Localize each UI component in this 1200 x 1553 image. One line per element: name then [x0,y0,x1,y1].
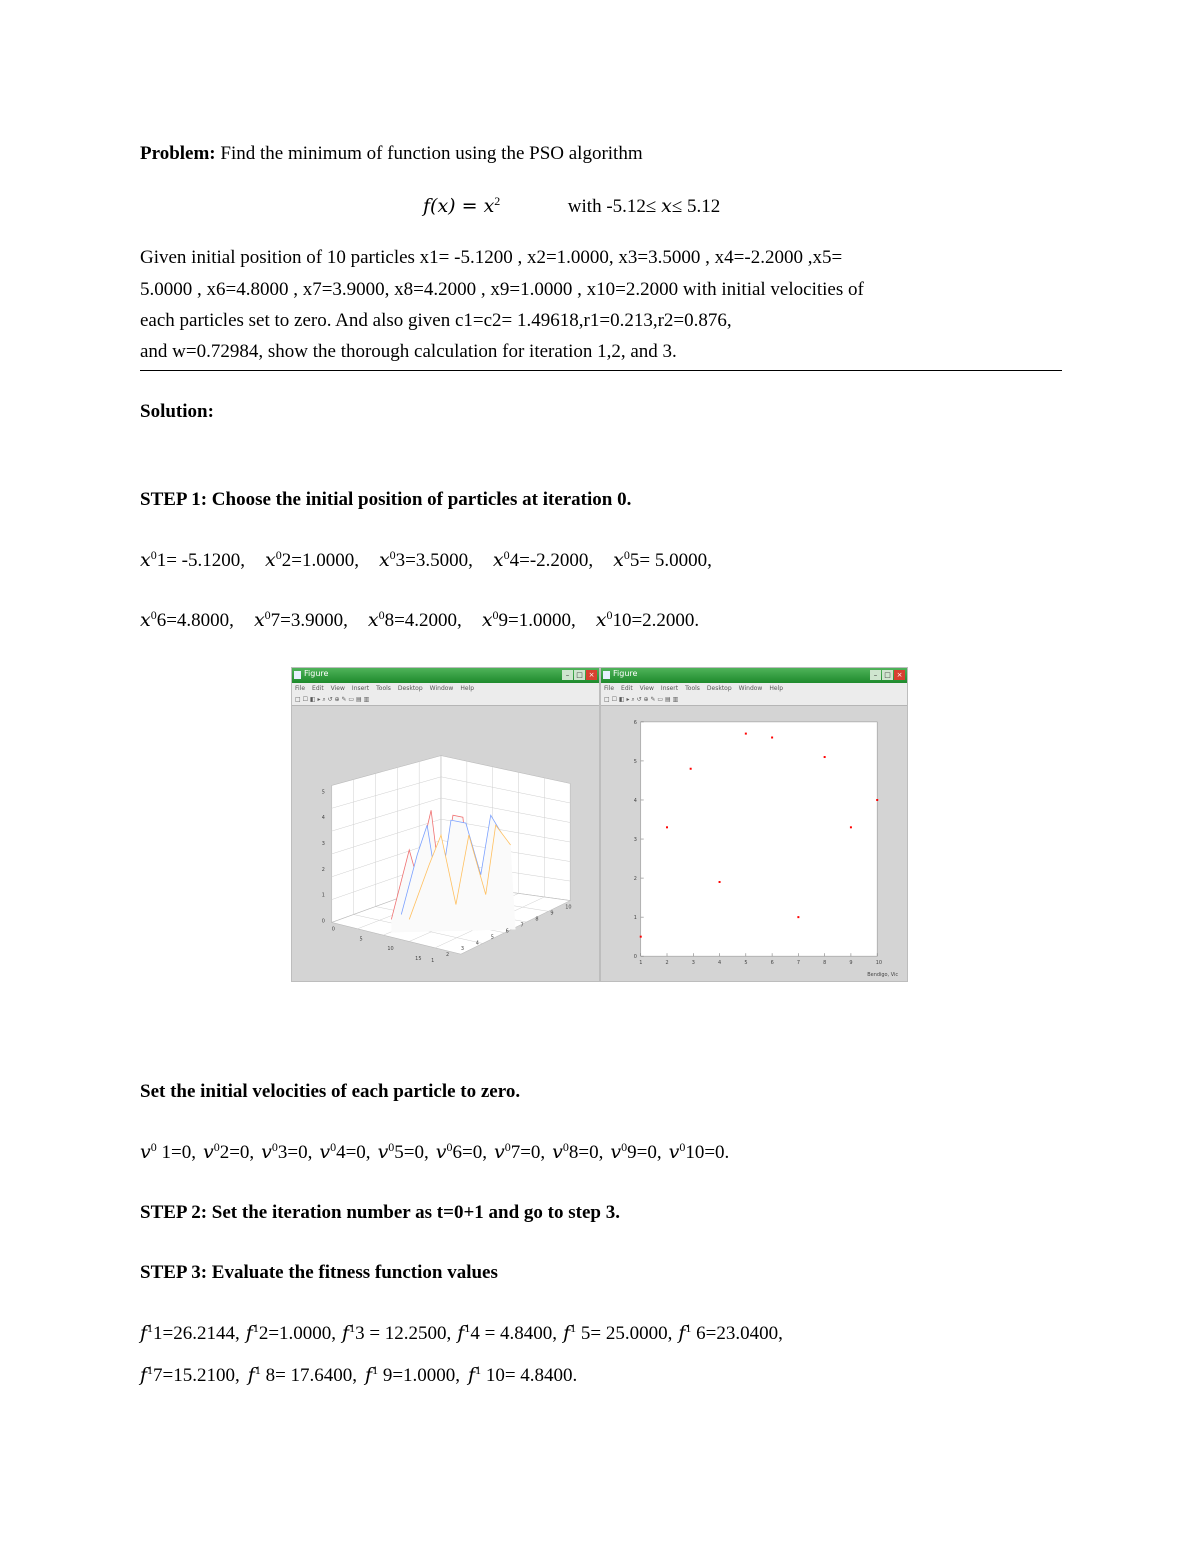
menu-item-edit[interactable]: Edit [312,685,324,692]
velocity-term-value: 8=0, [568,1142,604,1163]
step2-heading: STEP 2: Set the iteration number as t=0+1 and go to step 3. [140,1202,620,1223]
menu-item-insert[interactable]: Insert [660,685,679,692]
y-tick-label: 15 [415,956,422,963]
scatter-point [771,737,773,739]
step3-heading: STEP 3: Evaluate the fitness function values [140,1262,498,1283]
scatter-point [850,826,852,828]
position-term-symbol: x [140,609,151,631]
fitness-term [468,1365,577,1386]
x-tick-label: 8 [823,960,827,967]
fitness-term-superscript: 1 [464,1321,471,1335]
velocity-term-symbol: v [377,1141,389,1163]
z-tick-label: 4 [321,815,325,822]
position-term-value: 4=-2.2000, [509,550,594,571]
fitness-term [140,1323,240,1344]
velocity-term-superscript: 0 [271,1140,278,1154]
velocity-term [140,1142,196,1163]
velocity-term [203,1142,254,1163]
fitness-term [140,1365,240,1386]
position-term-value: 7=3.9000, [270,610,348,631]
position-term-symbol: x [367,609,379,631]
menu-item-tools[interactable]: Tools [376,685,391,692]
fitness-term-value: 10= 4.8400. [481,1365,578,1386]
given-line-1: Given initial position of 10 particles x1= -5.1200 , x2=1.0000, x3=3.5000 , x4=-2.2000 ,x5= [140,247,843,268]
position-term-symbol: x [265,549,276,571]
position-term-value: 1= -5.1200, [156,550,246,571]
position-term-value: 2=1.0000, [281,550,359,571]
position-term [368,610,462,631]
velocity-term-symbol: v [319,1141,331,1163]
menu-item-view[interactable]: View [330,685,345,692]
fitness-row1 [140,1322,789,1345]
given-line-2: 5.0000 , x6=4.8000 , x7=3.9000, x8=4.2000 , x9=1.0000 , x10=2.2000 with initial velocities of [140,279,864,300]
position-term-value: 3=3.5000, [395,550,473,571]
position-term [613,550,712,571]
velocity-term-superscript: 0 [562,1140,569,1154]
y-tick-label: 3 [633,837,637,844]
minimize-icon[interactable]: – [562,670,573,680]
scatter-point [797,916,799,918]
fitness-term-symbol: f [468,1364,476,1386]
position-term-symbol: x [253,609,265,631]
fitness-term-superscript: 1 [252,1321,259,1335]
position-term-value: 9=1.0000, [498,610,576,631]
velocity-term-symbol: v [202,1141,214,1163]
position-term-symbol: x [140,549,151,571]
scatter-point [824,756,826,758]
figure-toolbar[interactable]: □ ☐ ◧ ▸ ⌕ ↺ ⊕ ✎ ▭ ▤ ▥ [601,694,907,706]
position-term-symbol: x [595,609,607,631]
scatter-point [690,768,692,770]
function-lhs: f(x) = x [423,195,495,217]
x-tick-label: 4 [718,960,722,967]
velocity-term [436,1142,487,1163]
position-term [596,610,699,631]
scatter-plot-area [601,706,907,981]
y-tick-label: 0 [331,926,335,933]
fitness-term-value: 6=23.0400, [691,1323,783,1344]
position-term [140,550,245,571]
fitness-term-superscript: 1 [372,1363,379,1377]
fitness-term-value: 2=1.0000, [258,1323,337,1344]
fitness-term [563,1323,672,1344]
z-tick-label: 2 [321,866,325,873]
velocity-term-symbol: v [668,1141,680,1163]
range-var: x [661,195,672,217]
given-line-4: and w=0.72984, show the thorough calculation for iteration 1,2, and 3. [140,341,677,362]
scatter-point [876,799,878,801]
menu-item-file[interactable]: File [295,685,306,692]
figure-app-icon [294,671,301,679]
scatter-point [745,733,747,735]
x-tick-label: 5 [744,960,748,967]
menu-item-view[interactable]: View [639,685,654,692]
menu-item-edit[interactable]: Edit [621,685,633,692]
fitness-term-value: 1=26.2144, [153,1323,240,1344]
velocity-term-value: 9=0, [627,1142,662,1163]
velocity-term-superscript: 0 [446,1140,453,1154]
z-tick-label: 3 [321,840,325,847]
fitness-term-superscript: 1 [349,1321,356,1335]
velocity-term [669,1142,730,1163]
menu-item-file[interactable]: File [604,685,615,692]
fitness-term-superscript: 1 [570,1321,577,1335]
figure-title: Figure [613,669,638,678]
menu-item-insert[interactable]: Insert [351,685,370,692]
scatter-point [640,936,642,938]
given-line-3: each particles set to zero. And also given c1=c2= 1.49618,r1=0.213,r2=0.876, [140,310,732,331]
velocity-term-symbol: v [552,1141,563,1163]
velocity-term-value: 3=0, [277,1142,313,1163]
fitness-term-symbol: f [140,1322,148,1344]
velocities-row [140,1141,736,1164]
x-tick-label: 4 [475,940,479,947]
x-tick-label: 7 [520,922,524,929]
step1-heading: STEP 1: Choose the initial position of particles at iteration 0. [140,489,632,510]
menu-item-help[interactable]: Help [769,685,784,692]
y-tick-label: 5 [633,758,637,765]
x-tick-label: 10 [875,960,883,967]
position-term-superscript: 0 [378,608,385,622]
fitness-term-value: 9=1.0000, [378,1365,461,1386]
velocity-term [378,1142,429,1163]
fitness-term-value: 4 = 4.8400, [470,1323,558,1344]
function-line [423,195,720,218]
velocity-term [610,1142,661,1163]
fitness-term-symbol: f [563,1322,571,1344]
velocity-term-superscript: 0 [679,1140,686,1154]
velocity-term-symbol: v [435,1141,447,1163]
figure-titlebar [601,668,907,683]
z-tick-label: 1 [321,892,325,899]
velocity-term [494,1142,545,1163]
position-term-superscript: 0 [503,548,510,562]
divider-rule [140,370,1062,371]
velocity-term-superscript: 0 [213,1140,220,1154]
problem-label: Problem: [140,143,216,164]
y-tick-label: 0 [633,954,637,961]
position-term-superscript: 0 [150,608,157,622]
velocity-term [552,1142,603,1163]
x-tick-label: 10 [565,904,572,911]
fitness-term-value: 5= 25.0000, [576,1323,673,1344]
surface-figure-window [291,667,600,982]
fitness-term-symbol: f [245,1322,253,1344]
close-icon[interactable]: × [586,670,597,680]
position-term-value: 8=4.2000, [384,610,462,631]
position-term-superscript: 0 [623,548,630,562]
maximize-icon[interactable]: □ [882,670,893,680]
fitness-term-symbol: f [247,1364,255,1386]
velocity-term-symbol: v [610,1141,622,1163]
fitness-term [248,1365,357,1386]
x-tick-label: 2 [445,952,450,959]
position-term-symbol: x [378,549,390,571]
position-term [493,550,593,571]
range-prefix: with -5.12≤ [567,196,662,217]
scatter-point [719,881,721,883]
y-tick-label: 6 [633,719,637,726]
x-tick-label: 8 [535,916,539,923]
fitness-term-superscript: 1 [685,1321,692,1335]
fitness-term [365,1365,460,1386]
position-term-value: 6=4.8000, [156,610,234,631]
plot-background [641,722,877,956]
scatter-point [666,826,668,828]
scatter-figure-window [600,667,908,982]
menu-item-help[interactable]: Help [460,685,475,692]
y-tick-label: 1 [633,915,637,922]
fitness-term-value: 3 = 12.2500, [355,1323,452,1344]
position-term [265,550,359,571]
velocity-term-symbol: v [140,1141,151,1163]
velocity-term-value: 4=0, [336,1142,371,1163]
figure-menubar [292,683,599,694]
position-term-superscript: 0 [389,548,396,562]
fitness-term [246,1323,336,1344]
position-term-superscript: 0 [492,608,499,622]
fitness-term [678,1323,783,1344]
menu-item-desktop[interactable]: Desktop [706,685,732,692]
figure-menubar [601,683,907,694]
solution-label: Solution: [140,401,214,422]
fitness-term-symbol: f [678,1322,686,1344]
velocity-term-value: 2=0, [219,1142,255,1163]
velocity-term-superscript: 0 [330,1140,337,1154]
menu-item-window[interactable]: Window [738,685,763,692]
velocity-term [261,1142,312,1163]
position-term-superscript: 0 [264,608,271,622]
x-tick-label: 6 [770,960,774,967]
velocity-term-superscript: 0 [504,1140,511,1154]
x-tick-label: 1 [639,960,643,967]
position-term-superscript: 0 [150,548,157,562]
figure-app-icon [603,671,610,679]
footer-note: Bendigo, Vic [867,972,899,979]
y-tick-label: 4 [633,797,637,804]
position-term [482,610,576,631]
fitness-term [457,1323,557,1344]
fitness-term-superscript: 1 [147,1363,154,1377]
position-term-value: 10=2.2000. [612,610,700,631]
velocity-term-superscript: 0 [150,1140,157,1154]
fitness-term-superscript: 1 [475,1363,482,1377]
z-tick-label: 0 [321,918,325,925]
y-tick-label: 10 [387,946,394,953]
position-term-superscript: 0 [606,608,613,622]
velocity-term-symbol: v [261,1141,272,1163]
velocity-term-symbol: v [493,1141,505,1163]
fitness-term-value: 8= 17.6400, [260,1365,358,1386]
x-tick-label: 9 [550,910,554,917]
problem-text: Find the minimum of function using the PSO algorithm [215,143,643,164]
velocity-term-value: 10=0. [685,1142,730,1163]
maximize-icon[interactable]: □ [574,670,585,680]
x-tick-label: 2 [665,960,669,967]
position-term-symbol: x [492,549,504,571]
velocity-term [319,1142,370,1163]
figure-toolbar[interactable]: □ ☐ ◧ ▸ ⌕ ↺ ⊕ ✎ ▭ ▤ ▥ [292,694,599,706]
x-tick-label: 6 [505,928,509,935]
close-icon[interactable]: × [894,670,905,680]
menu-item-desktop[interactable]: Desktop [397,685,423,692]
y-tick-label: 5 [359,936,363,943]
x-tick-label: 7 [796,960,801,967]
velocities-heading: Set the initial velocities of each particle to zero. [140,1081,521,1102]
step1-positions-row1 [140,549,732,572]
figure-titlebar [292,668,599,683]
position-term-superscript: 0 [275,548,282,562]
fitness-term-symbol: f [457,1322,465,1344]
surface-plot [292,706,599,981]
y-tick-label: 2 [633,876,637,883]
surface-plot-area [292,706,599,981]
position-term-value: 5= 5.0000, [629,550,712,571]
step1-positions-row2 [140,609,719,632]
figure-title: Figure [304,669,329,678]
fitness-term-value: 7=15.2100, [153,1365,240,1386]
function-exponent: 2 [494,194,501,208]
menu-item-tools[interactable]: Tools [685,685,700,692]
x-tick-label: 3 [691,960,695,967]
fitness-term-superscript: 1 [254,1363,261,1377]
x-tick-label: 9 [849,960,853,967]
position-term-symbol: x [613,549,624,571]
z-tick-label: 5 [321,789,325,796]
fitness-term-symbol: f [365,1364,373,1386]
position-term [254,610,348,631]
fitness-term-symbol: f [342,1322,350,1344]
velocity-term-superscript: 0 [621,1140,628,1154]
velocity-term-value: 5=0, [394,1142,429,1163]
fitness-term-superscript: 1 [147,1321,154,1335]
x-tick-label: 1 [431,958,435,965]
menu-item-window[interactable]: Window [429,685,454,692]
position-term [140,610,234,631]
velocity-term-superscript: 0 [388,1140,395,1154]
fitness-term-symbol: f [140,1364,148,1386]
x-tick-label: 3 [460,946,465,953]
minimize-icon[interactable]: – [870,670,881,680]
position-term [379,550,473,571]
velocity-term-value: 1=0, [156,1142,196,1163]
scatter-plot [601,706,907,981]
fitness-term [342,1323,451,1344]
range-suffix: ≤ 5.12 [671,196,721,217]
velocity-term-value: 7=0, [510,1142,546,1163]
fitness-row2 [140,1364,585,1387]
velocity-term-value: 6=0, [452,1142,487,1163]
x-tick-label: 5 [490,934,494,941]
problem-line [140,143,643,165]
position-term-symbol: x [481,609,493,631]
